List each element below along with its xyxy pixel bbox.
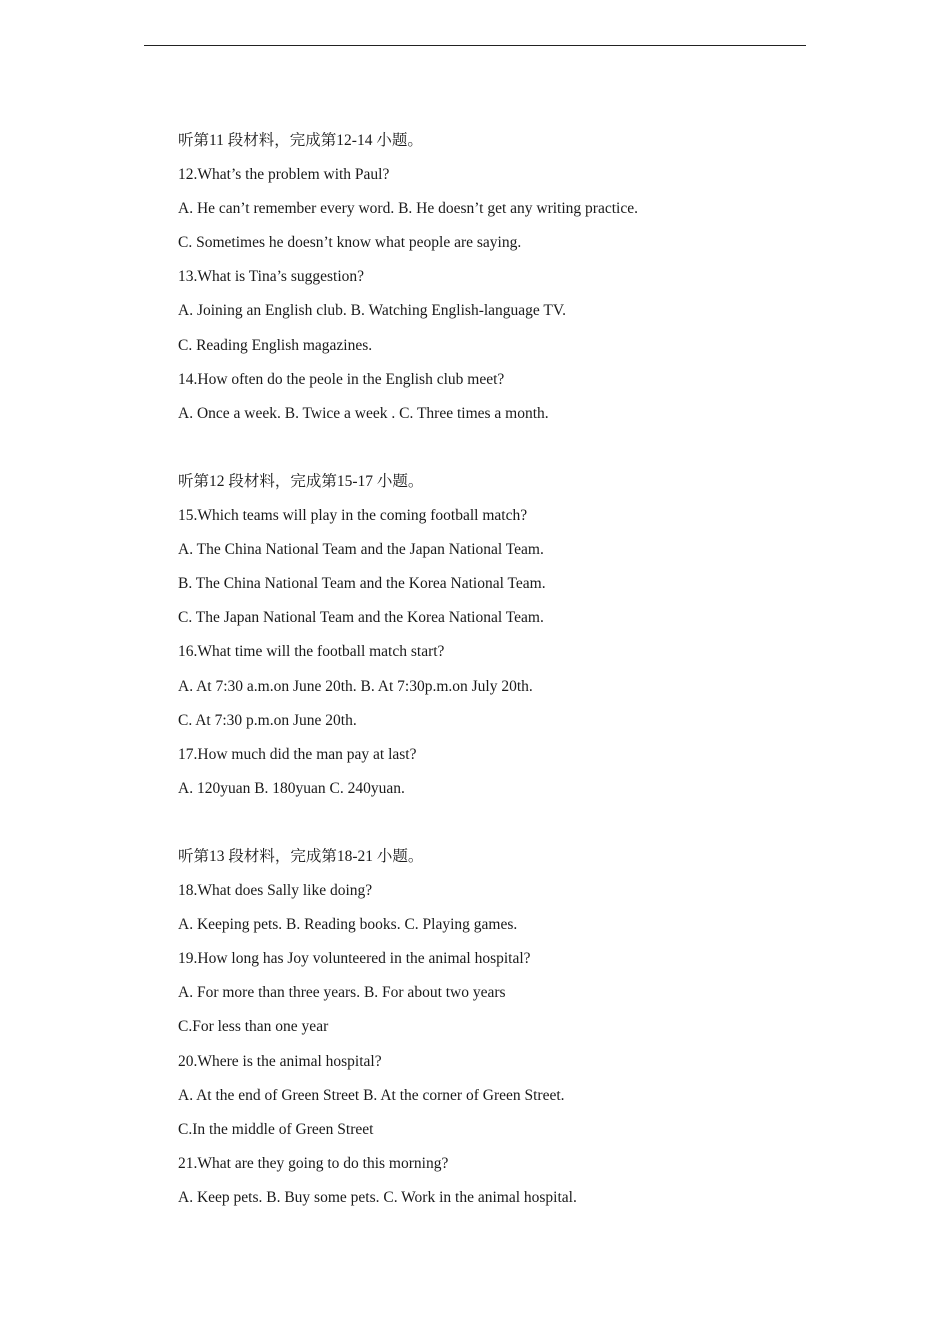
question-15-option-b: B. The China National Team and the Korea National Team. — [178, 575, 546, 593]
question-12-option-c: C. Sometimes he doesn’t know what people are saying. — [178, 234, 522, 252]
question-16-options-ab: A. At 7:30 a.m.on June 20th. B. At 7:30p.m.on July 20th. — [178, 677, 533, 695]
document-body — [178, 124, 878, 1215]
question-15-option-c: C. The Japan National Team and the Korea National Team. — [178, 609, 544, 627]
section-12 — [178, 465, 878, 806]
question-15-option-a: A. The China National Team and the Japan National Team. — [178, 541, 544, 559]
section-11 — [178, 124, 878, 431]
question-17-options: A. 120yuan B. 180yuan C. 240yuan. — [178, 779, 405, 797]
question-18-options: A. Keeping pets. B. Reading books. C. Playing games. — [178, 916, 518, 934]
question-15: 15.Which teams will play in the coming football match? — [178, 507, 528, 525]
header-rule — [144, 45, 806, 46]
section-heading: 听第13 段材料，完成第18-21 小题。 — [178, 847, 424, 865]
question-21-options: A. Keep pets. B. Buy some pets. C. Work in the animal hospital. — [178, 1188, 577, 1206]
question-18: 18.What does Sally like doing? — [178, 882, 373, 900]
section-13 — [178, 840, 878, 1215]
question-16: 16.What time will the football match start? — [178, 643, 445, 661]
question-19-option-c: C.For less than one year — [178, 1018, 329, 1036]
question-21: 21.What are they going to do this morning? — [178, 1154, 449, 1172]
question-20-option-c: C.In the middle of Green Street — [178, 1120, 374, 1138]
question-13-option-c: C. Reading English magazines. — [178, 336, 373, 354]
question-17: 17.How much did the man pay at last? — [178, 745, 417, 763]
question-12: 12.What’s the problem with Paul? — [178, 166, 390, 184]
section-heading: 听第12 段材料，完成第15-17 小题。 — [178, 472, 424, 490]
question-16-option-c: C. At 7:30 p.m.on June 20th. — [178, 711, 357, 729]
section-gap — [178, 806, 878, 840]
question-19-options-ab: A. For more than three years. B. For about two years — [178, 984, 506, 1002]
question-13: 13.What is Tina’s suggestion? — [178, 268, 365, 286]
question-12-options-ab: A. He can’t remember every word. B. He doesn’t get any writing practice. — [178, 200, 638, 218]
question-14-options: A. Once a week. B. Twice a week . C. Three times a month. — [178, 404, 549, 422]
question-20: 20.Where is the animal hospital? — [178, 1052, 382, 1070]
question-20-options-ab: A. At the end of Green Street B. At the corner of Green Street. — [178, 1086, 565, 1104]
question-13-options-ab: A. Joining an English club. B. Watching English-language TV. — [178, 302, 566, 320]
question-14: 14.How often do the peole in the English club meet? — [178, 370, 505, 388]
question-19: 19.How long has Joy volunteered in the animal hospital? — [178, 950, 531, 968]
section-gap — [178, 431, 878, 465]
section-heading: 听第11 段材料，完成第12-14 小题。 — [178, 132, 423, 149]
